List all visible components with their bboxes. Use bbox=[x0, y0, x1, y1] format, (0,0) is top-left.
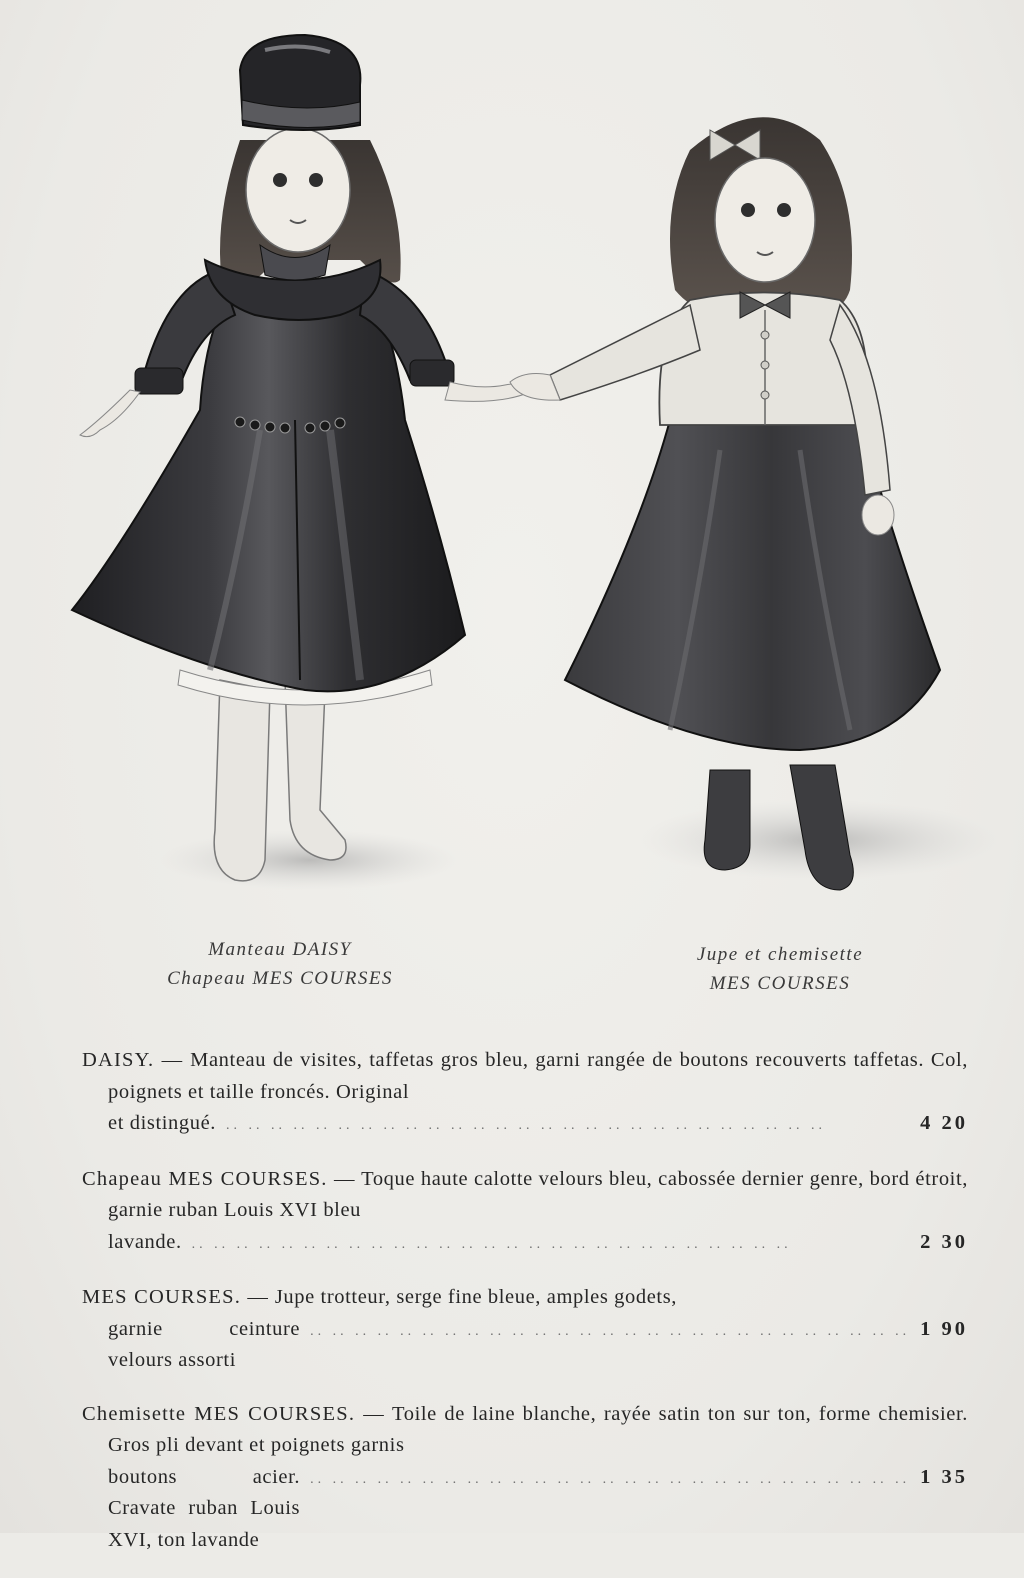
dot-leader: .. .. .. .. .. .. .. .. .. .. .. .. .. .. .. .. .. .. .. .. .. .. .. .. .. .. .. bbox=[310, 1471, 911, 1487]
entry-price: 2 30 bbox=[920, 1230, 968, 1253]
entry-jupe bbox=[82, 1282, 968, 1377]
entry-price: 4 20 bbox=[920, 1112, 968, 1134]
entry-daisy bbox=[82, 1045, 968, 1142]
caption-right-line1: Jupe et chemisette bbox=[696, 944, 864, 965]
entry-lead: Chemisette MES COURSES. — bbox=[82, 1402, 385, 1425]
product-entries bbox=[82, 1045, 968, 1578]
caption-left-line1: Manteau DAISY bbox=[208, 939, 352, 960]
entry-chemisette bbox=[82, 1399, 968, 1557]
entry-lead: MES COURSES. — bbox=[82, 1286, 270, 1308]
fashion-illustration bbox=[60, 30, 1000, 920]
dot-leader: .. .. .. .. .. .. .. .. .. .. .. .. .. .. .. .. .. .. .. .. .. .. .. .. .. .. .. bbox=[226, 1118, 827, 1133]
entry-description: Jupe trotteur, serge fine bleue, amples godets, bbox=[274, 1286, 677, 1308]
entry-description: Toile de laine blanche, rayée satin ton sur ton, forme chemisier. Gros pli devant et poignets garnis bbox=[108, 1402, 968, 1456]
left-girl-figure bbox=[72, 35, 530, 881]
entry-description: Manteau de visites, taffetas gros bleu, garni rangée de boutons recouverts taffetas. Col, poignets et taille froncés. Original bbox=[108, 1049, 968, 1103]
entry-description: Toque haute calotte velours bleu, cabossée dernier genre, bord étroit, garnie ruban Louis XVI bleu bbox=[108, 1167, 968, 1221]
dot-leader: .. .. .. .. .. .. .. .. .. .. .. .. .. .. .. .. .. .. .. .. .. .. .. .. .. .. .. bbox=[191, 1236, 792, 1252]
entry-price: 1 35 bbox=[920, 1465, 968, 1488]
entry-chapeau bbox=[82, 1164, 968, 1261]
entry-description-end: et distingué. bbox=[108, 1112, 217, 1134]
entry-description-end: garnie ceinture velours assorti bbox=[108, 1317, 301, 1371]
caption-left bbox=[110, 935, 450, 993]
caption-left-line2: Chapeau MES COURSES bbox=[167, 968, 393, 989]
entry-price: 1 90 bbox=[920, 1317, 968, 1340]
entry-description-end: lavande. bbox=[108, 1230, 182, 1253]
caption-right bbox=[610, 940, 950, 998]
entry-lead: DAISY. — bbox=[82, 1049, 184, 1071]
right-girl-figure bbox=[510, 117, 940, 890]
entry-lead: Chapeau MES COURSES. — bbox=[82, 1167, 356, 1190]
entry-description-end: boutons acier. Cravate ruban Louis XVI, ton lavande bbox=[108, 1465, 301, 1551]
dot-leader: .. .. .. .. .. .. .. .. .. .. .. .. .. .. .. .. .. .. .. .. .. .. .. .. .. .. .. bbox=[310, 1323, 911, 1339]
caption-right-line2: MES COURSES bbox=[709, 973, 851, 994]
